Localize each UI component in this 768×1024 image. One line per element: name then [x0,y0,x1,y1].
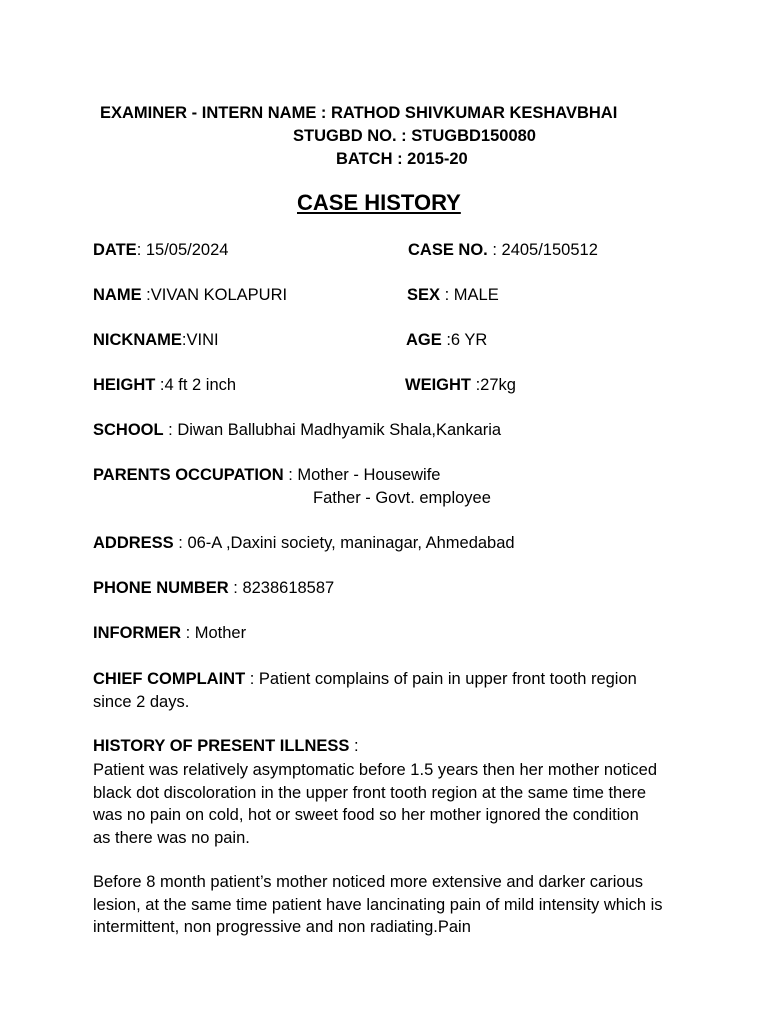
parents-occupation-value2: Father - Govt. employee [313,489,491,507]
date-value: : 15/05/2024 [136,241,229,259]
school-label: SCHOOL [93,421,164,439]
name-label: NAME [93,286,142,304]
school-field [93,421,501,440]
stugbd-line: STUGBD NO. : STUGBD150080 [293,127,536,145]
page-title: CASE HISTORY [297,190,461,215]
weight-value: :27kg [471,376,516,394]
address-label: ADDRESS [93,534,174,552]
age-label: AGE [406,331,442,349]
weight-label: WEIGHT [405,376,471,394]
age-field [406,331,487,350]
chief-complaint-label: CHIEF COMPLAINT [93,670,246,688]
date-label: DATE [93,241,137,259]
parents-occupation-label: PARENTS OCCUPATION [93,466,284,484]
phone-field [93,579,334,598]
nickname-value: :VINI [181,331,219,349]
sex-label: SEX [407,286,441,304]
batch-line: BATCH : 2015-20 [336,150,468,168]
sex-field [407,286,499,305]
phone-value: : 8238618587 [228,579,335,597]
present-illness-heading [93,737,359,756]
parents-occupation-value: : Mother - Housewife [283,466,441,484]
parents-occupation-field [93,466,440,485]
name-field [93,286,287,305]
present-illness-label: HISTORY OF PRESENT ILLNESS [93,737,350,755]
present-illness-label-suffix: : [349,737,359,755]
informer-label: INFORMER [93,624,181,642]
examiner-line: EXAMINER - INTERN NAME : RATHOD SHIVKUMAR KESHAVBHAI [100,104,618,122]
height-field [93,376,236,395]
height-value: :4 ft 2 inch [155,376,237,394]
present-illness-paragraph-2: Before 8 month patient’s mother noticed more extensive and darker carious lesion, at the same time patient have lancinating pain of mild intensity which is intermittent, non progressive and non radiating.Pain [93,873,663,937]
height-label: HEIGHT [93,376,156,394]
chief-complaint [93,668,653,713]
date-field [93,241,228,260]
nickname-field [93,331,219,350]
nickname-label: NICKNAME [93,331,182,349]
address-field [93,534,515,553]
chief-complaint-text: : Patient complains of pain in upper front tooth region since 2 days. [93,670,637,711]
case-no-label: CASE NO. [408,241,488,259]
age-value: :6 YR [441,331,488,349]
school-value: : Diwan Ballubhai Madhyamik Shala,Kankaria [163,421,502,439]
address-value: : 06-A ,Daxini society, maninagar, Ahmedabad [173,534,515,552]
case-no-value: : 2405/150512 [487,241,598,259]
name-value: :VIVAN KOLAPURI [141,286,288,304]
informer-value: : Mother [181,624,247,642]
case-no-field [408,241,598,260]
sex-value: : MALE [440,286,499,304]
present-illness-paragraph-1: Patient was relatively asymptomatic before 1.5 years then her mother noticed black dot discoloration in the upper front tooth region at the same time there was no pain on cold, hot or sweet food so her mother ignored the condition as there was no pain. [93,761,658,847]
weight-field [405,376,516,395]
phone-label: PHONE NUMBER [93,579,229,597]
informer-field [93,624,246,643]
